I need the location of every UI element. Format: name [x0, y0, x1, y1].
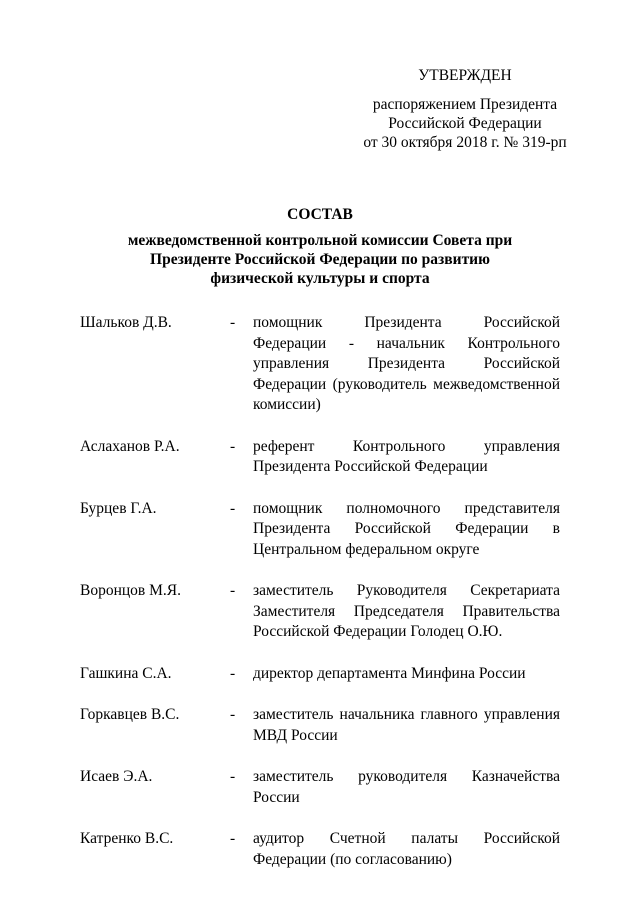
member-role: заместитель Руководителя Секретариата Заместителя Председателя Правительства Российской Федерации Голодец О.Ю. — [253, 582, 560, 640]
member-name: Катренко В.С. — [80, 830, 174, 847]
document-heading — [80, 205, 560, 288]
member-row — [80, 705, 560, 746]
member-dash: - — [230, 314, 236, 331]
member-row — [80, 829, 560, 870]
member-name: Гашкина С.А. — [80, 664, 172, 682]
member-role: директор департамента Минфина России — [253, 664, 526, 682]
member-name: Аслаханов Р.А. — [80, 437, 180, 455]
approved-label: УТВЕРЖДЕН — [418, 67, 512, 84]
member-role: помощник полномочного представителя Президента Российской Федерации в Центральном федеральном округе — [253, 499, 560, 558]
member-name: Горкавцев В.С. — [80, 706, 180, 723]
member-dash: - — [230, 582, 236, 599]
member-row — [80, 313, 560, 416]
document-subtitle-line: межведомственной контрольной комиссии Совета при — [127, 232, 513, 249]
member-dash: - — [230, 499, 236, 517]
member-dash: - — [230, 768, 236, 785]
member-dash: - — [230, 830, 236, 847]
member-role: помощник Президента Российской Федерации - начальник Контрольного управления Президента Российской Федерации (руководитель межведомственной комиссии) — [253, 314, 560, 413]
approval-line: от 30 октября 2018 г. № 319-рп — [363, 134, 567, 151]
approval-stamp — [325, 66, 605, 152]
member-dash: - — [230, 706, 236, 723]
member-role: референт Контрольного управления Президента Российской Федерации — [253, 437, 560, 475]
member-list — [80, 313, 560, 870]
document-subtitle-line: Президенте Российской Федерации по развитию — [150, 251, 490, 268]
member-row — [80, 437, 560, 478]
member-role: заместитель начальника главного управления МВД России — [253, 706, 560, 744]
member-name: Исаев Э.А. — [80, 768, 153, 785]
member-name: Бурцев Г.А. — [80, 499, 157, 517]
member-row — [80, 767, 560, 808]
member-name: Воронцов М.Я. — [80, 582, 181, 599]
member-name: Шальков Д.В. — [80, 314, 172, 331]
document-subtitle-line: физической культуры и спорта — [210, 270, 430, 287]
member-row — [80, 581, 560, 643]
approval-line: Российской Федерации — [388, 115, 542, 132]
member-row — [80, 664, 560, 685]
member-dash: - — [230, 664, 236, 682]
document-title: СОСТАВ — [287, 206, 353, 223]
approval-line: распоряжением Президента — [372, 96, 558, 113]
member-dash: - — [230, 437, 236, 455]
member-role: аудитор Счетной палаты Российской Федерации (по согласованию) — [253, 830, 560, 868]
member-role: заместитель руководителя Казначейства России — [253, 768, 560, 806]
member-row — [80, 499, 560, 561]
